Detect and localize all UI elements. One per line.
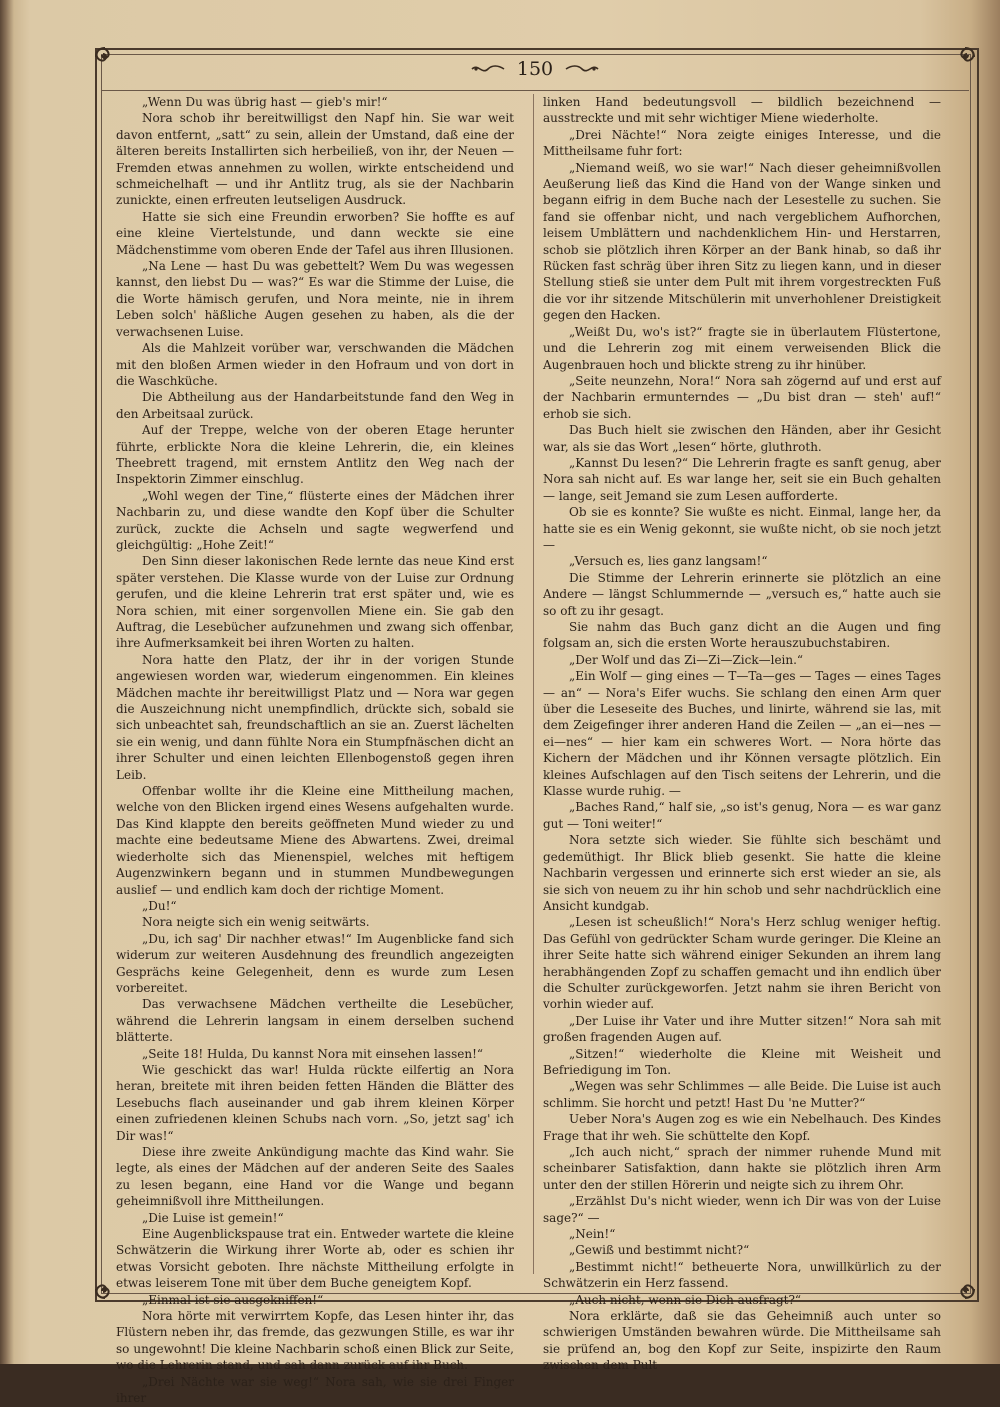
- ornament-left-icon: [470, 62, 506, 76]
- ornament-right-icon: [564, 62, 600, 76]
- paragraph: Ob sie es konnte? Sie wußte es nicht. Einmal, lange her, da hatte sie es ein Wenig gekonnt, sie wußte nicht, ob sie noch jetzt —: [543, 505, 941, 552]
- paragraph: „Weißt Du, wo's ist?“ fragte sie in überlautem Flüstertone, und die Lehrerin zog mit einem verweisenden Blick die Augenbrauen hoch und blickte streng zu ihr hinüber.: [543, 324, 941, 372]
- paragraph: Nora neigte sich ein wenig seitwärts.: [142, 915, 370, 930]
- paragraph: Nora schob ihr bereitwilligst den Napf hin. Sie war weit davon entfernt, „satt“ zu sein, allein der Umstand, daß eine der älteren bereits Installirten sich herbeiließ, von ihr, der Neuen — Fremden etwas annehmen zu wollen, wirkte entscheidend und schmeichelhaft — und ihr Antlitz trug, als sie der Nachbarin zunickte, einen erfreuten leutseligen Ausdruck.: [116, 111, 514, 208]
- paragraph: Diese ihre zweite Ankündigung machte das Kind wahr. Sie legte, als eines der Mädchen auf der anderen Seite des Saales zu lesen begann, eine Hand vor die Wange und begann geheimnißvoll ihre Mittheilungen.: [116, 1145, 514, 1209]
- paragraph: Das verwachsene Mädchen vertheilte die Lesebücher, während die Lehrerin langsam in einem derselben suchend blätterte.: [116, 997, 514, 1045]
- paragraph: Als die Mahlzeit vorüber war, verschwanden die Mädchen mit den bloßen Armen wieder in den Hofraum und von dort in die Waschküche.: [116, 341, 514, 388]
- paragraph: Wie geschickt das war! Hulda rückte eilfertig an Nora heran, breitete mit ihren beiden fetten Händen die Blätter des Lesebuchs flach auseinander und gab ihrem kleinen Körper einen zufriedenen kleinen Schubs nach vorn. „So, jetzt sag' ich Dir was!“: [116, 1062, 514, 1143]
- paragraph: „Die Luise ist gemein!“: [142, 1210, 284, 1225]
- paragraph: „Wohl wegen der Tine,“ flüsterte eines der Mädchen ihrer Nachbarin zu, und diese wandte den Kopf über die Schulter zurück, zuckte die Achseln und sagte wegwerfend und gleichgültig: „Hohe Zeit!“: [116, 488, 514, 552]
- left-column: [116, 94, 514, 1406]
- paragraph: Nora hörte mit verwirrtem Kopfe, das Lesen hinter ihr, das Flüstern neben ihr, das fremde, das gezwungen Stille, es war ihr so ungewohnt! Die kleine Nachbarin schoß einen Blick zur Seite, wo die Lehrerin stand, und sah dann zurück auf ihr Buch.: [116, 1309, 514, 1373]
- paragraph: Sie nahm das Buch ganz dicht an die Augen und fing folgsam an, sich die ersten Worte herauszubuchstabiren.: [543, 620, 941, 651]
- paragraph: „Drei Nächte!“ Nora zeigte einiges Interesse, und die Mittheilsame fuhr fort:: [543, 127, 941, 159]
- paragraph: „Niemand weiß, wo sie war!“ Nach dieser geheimnißvollen Aeußerung ließ das Kind die Hand von der Wange sinken und begann eifrig in dem Buche nach der Lesestelle zu suchen. Sie fand sie offenbar nicht, und nach vergeblichem Aufhorchen, leisem Umblättern und nachdenklichem Hin- und Herstarren, schob sie plötzlich ihren Körper an der Bank hinab, so daß ihr Rücken fast schräg über ihren Sitz zu liegen kann, und in dieser Stellung stieß sie unter dem Pult mit ihrem vorgestreckten Fuß die vor ihr sitzende Mitschülerin mit unverhohlener Dreistigkeit gegen den Hacken.: [543, 160, 941, 323]
- paragraph: „Auch nicht, wenn sie Dich ausfragt?“: [569, 1292, 802, 1307]
- paragraph: „Ein Wolf — ging eines — T—Ta—ges — Tages — eines Tages — an“ — Nora's Eifer wuchs. Sie schlang den einen Arm quer über die Leseseite des Buches, und linirte, während sie las, mit dem Zeigefinger ihrer anderen Hand die Zeilen — „an ei—nes — ei—nes“ — hier kam ein schweres Wort. — Nora hörte das Kichern der Mädchen und ihr Können versagte plötzlich. Ein kleines Aufschlagen auf den Tisch seitens der Lehrerin, und die Klasse wurde ruhig. —: [543, 669, 941, 799]
- paragraph: „Seite neunzehn, Nora!“ Nora sah zögernd auf und erst auf der Nachbarin ermunterndes — „Du bist dran — steh' auf!“ erhob sie sich.: [543, 373, 941, 421]
- paragraph: „Du, ich sag' Dir nachher etwas!“ Im Augenblicke fand sich widerum zur weiteren Ausdehnung des freundlich angezeigten Gesprächs keine Gelegenheit, denn es wurde zum Lesen vorbereitet.: [116, 931, 514, 995]
- paragraph: Nora erklärte, daß sie das Geheimniß auch unter so schwierigen Umständen bewahren würde. Die Mittheilsame sah sie prüfend an, bog den Kopf zur Seite, inspizirte den Raum zwischen dem Pult: [543, 1309, 941, 1373]
- paragraph: „Bestimmt nicht!“ betheuerte Nora, unwillkürlich zu der Schwätzerin ein Herz fassend.: [543, 1259, 941, 1291]
- paragraph: „Lesen ist scheußlich!“ Nora's Herz schlug weniger heftig. Das Gefühl von gedrückter Scham wurde geringer. Die Kleine an ihrer Seite hatte sich während einiger Sekunden an ihrem lang herabhängenden Zopf zu schaffen gemacht und ihn endlich über die Schulter zurückgeworfen. Jetzt nahm sie ihren Bericht von vorhin wieder auf.: [543, 915, 941, 1012]
- paragraph: „Wegen was sehr Schlimmes — alle Beide. Die Luise ist auch schlimm. Sie horcht und petzt! Hast Du 'ne Mutter?“: [543, 1079, 941, 1110]
- paragraph: „Gewiß und bestimmt nicht?“: [569, 1243, 750, 1258]
- column-divider: [533, 94, 534, 1274]
- paragraph: Nora setzte sich wieder. Sie fühlte sich beschämt und gedemüthigt. Ihr Blick blieb gesenkt. Sie hatte die kleine Nachbarin vergessen und erinnerte sich erst wieder an sie, als sie sich von neuem zu ihr hin schob und sehr nachdrücklich eine Ansicht kundgab.: [543, 833, 941, 913]
- paragraph: „Einmal ist sie ausgekniffen!“: [142, 1292, 324, 1307]
- page-number: 150: [516, 58, 554, 80]
- paragraph: „Seite 18! Hulda, Du kannst Nora mit einsehen lassen!“: [142, 1046, 484, 1061]
- header-rule: [101, 90, 969, 91]
- paragraph: „Sitzen!“ wiederholte die Kleine mit Weisheit und Befriedigung im Ton.: [543, 1046, 941, 1077]
- paragraph: Den Sinn dieser lakonischen Rede lernte das neue Kind erst später verstehen. Die Klasse wurde von der Luise zur Ordnung gerufen, und die kleine Lehrerin trat erst später und, wie es Nora schien, mit einer sorgenvollen Miene ein. Sie gab den Auftrag, die Lesebücher aufzunehmen und zwang sich offenbar, ihre Aufmerksamkeit bei ihren Worten zu halten.: [116, 554, 514, 651]
- paragraph: „Wenn Du was übrig hast — gieb's mir!“: [142, 95, 388, 109]
- paragraph: Ueber Nora's Augen zog es wie ein Nebelhauch. Des Kindes Frage that ihr weh. Sie schüttelte den Kopf.: [543, 1112, 941, 1143]
- paragraph: „Versuch es, lies ganz langsam!“: [569, 554, 768, 569]
- paragraph: „Ich auch nicht,“ sprach der nimmer ruhende Mund mit scheinbarer Satisfaktion, dann hakte sie plötzlich ihren Arm unter den der stillen Hörerin und neigte sich zu ihrem Ohr.: [543, 1145, 941, 1192]
- paragraph: „Erzählst Du's nicht wieder, wenn ich Dir was von der Luise sage?“ —: [543, 1194, 941, 1225]
- ornament-corner-icon: [948, 1272, 982, 1306]
- paragraph-continued: linken Hand bedeutungsvoll — bildlich bezeichnend — ausstreckte und mit sehr wichtiger Miene wiederholte.: [543, 95, 941, 126]
- page-header: [101, 58, 969, 88]
- paragraph: „Na Lene — hast Du was gebettelt? Wem Du was wegessen kannst, den liebst Du — was?“ Es war die Stimme der Luise, die die Worte hämisch gerufen, und Nora meinte, nie in ihrem Leben solch' häßliche Augen gesehen zu haben, als die der verwachsenen Luise.: [116, 259, 514, 339]
- paragraph: „Der Luise ihr Vater und ihre Mutter sitzen!“ Nora sah mit großen fragenden Augen auf.: [543, 1013, 941, 1045]
- paragraph: Offenbar wollte ihr die Kleine eine Mittheilung machen, welche von den Blicken irgend eines Wesens aufgehalten wurde. Das Kind klappte den bereits geöffneten Mund wieder zu und machte eine bedeutsame Miene des Abwartens. Zwei, dreimal wiederholte sich das Mienenspiel, welches mit heftigem Augenzwinkern begann und in stummen Mundbewegungen auslief — und endlich kam doch der richtige Moment.: [116, 784, 514, 897]
- right-column: [543, 94, 941, 1373]
- paragraph: Nora hatte den Platz, der ihr in der vorigen Stunde angewiesen worden war, wiederum eingenommen. Ein kleines Mädchen machte ihr bereitwilligst Platz und — Nora war gegen die Auszeichnung nicht unempfindlich, drückte sich, sobald sie sich unbeachtet sah, freundschaftlich an sie an. Zuerst lächelten sie ein wenig, und dann fühlte Nora ein Stumpfnäschen dicht an ihrer Schulter und einen leichten Ellenbogenstoß gegen ihren Leib.: [116, 652, 514, 782]
- paragraph: „Du!“: [142, 898, 177, 913]
- paragraph: „Der Wolf und das Zi—Zi—Zick—lein.“: [569, 652, 804, 667]
- paragraph: „Nein!“: [569, 1227, 616, 1242]
- paragraph: Eine Augenblickspause trat ein. Entweder wartete die kleine Schwätzerin die Wirkung ihrer Worte ab, oder es schien ihr etwas Vorsicht geboten. Ihre nächste Mittheilung erfolgte in etwas leiserem Tone mit über dem Buche geneigtem Kopf.: [116, 1227, 514, 1291]
- paragraph: Auf der Treppe, welche von der oberen Etage herunter führte, erblickte Nora die kleine Lehrerin, die, ein kleines Theebrett tragend, mit ernstem Antlitz den Weg nach der Inspektorin Zimmer einschlug.: [116, 423, 514, 487]
- paragraph: „Drei Nächte war sie weg!“ Nora sah, wie sie drei Finger ihrer: [116, 1374, 514, 1406]
- paragraph: „Baches Rand,“ half sie, „so ist's genug, Nora — es war ganz gut — Toni weiter!“: [543, 800, 941, 831]
- paragraph: Hatte sie sich eine Freundin erworben? Sie hoffte es auf eine kleine Viertelstunde, und dann weckte sie eine Mädchenstimme vom oberen Ende der Tafel aus ihren Illusionen.: [116, 209, 514, 257]
- paragraph: Die Stimme der Lehrerin erinnerte sie plötzlich an eine Andere — längst Schlummernde — „versuch es,“ hatte auch sie so oft zu ihr gesagt.: [543, 570, 941, 618]
- paragraph: „Kannst Du lesen?“ Die Lehrerin fragte es sanft genug, aber Nora sah nicht auf. Es war lange her, seit sie ein Buch gehalten — lange, seit Jemand sie zum Lesen aufforderte.: [543, 455, 941, 503]
- paragraph: Das Buch hielt sie zwischen den Händen, aber ihr Gesicht war, als sie das Wort „lesen“ hörte, gluthroth.: [543, 423, 941, 454]
- paragraph: Die Abtheilung aus der Handarbeitstunde fand den Weg in den Arbeitsaal zurück.: [116, 390, 514, 421]
